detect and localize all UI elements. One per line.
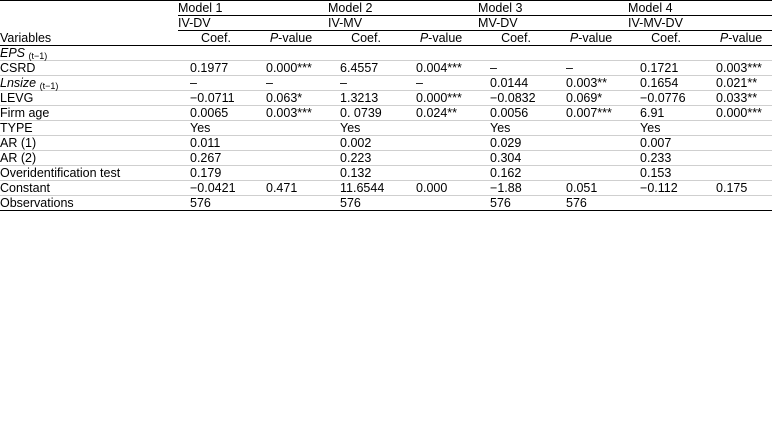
model-spec-row: [0, 16, 772, 31]
cell-m4-coef: 6.91: [628, 106, 704, 121]
cell-m1-coef: [178, 46, 254, 61]
m3-coef-header: Coef.: [478, 31, 554, 46]
cell-m4-coef: 0.007: [628, 136, 704, 151]
model-1-spec: IV-DV: [178, 16, 328, 31]
row-label-text: Constant: [0, 181, 51, 195]
cell-m4-pvalue: [704, 46, 772, 61]
row-label-text: Firm age: [0, 106, 50, 120]
cell-m4-pvalue: [704, 151, 772, 166]
m4-pvalue-header: [704, 31, 772, 46]
cell-m2-coef: 0.002: [328, 136, 404, 151]
row-label-subscript: (t−1): [28, 51, 48, 61]
cell-m4-pvalue: [704, 136, 772, 151]
cell-m3-pvalue: [554, 121, 628, 136]
cell-m4-coef: 0.153: [628, 166, 704, 181]
model-4-spec: IV-MV-DV: [628, 16, 772, 31]
row-label: [0, 166, 178, 181]
cell-m4-coef: [628, 196, 704, 211]
regression-results-table: [0, 0, 772, 210]
cell-m1-pvalue: 0.000***: [254, 61, 328, 76]
cell-m3-coef: 0.0056: [478, 106, 554, 121]
cell-m1-pvalue: 0.003***: [254, 106, 328, 121]
model-3-spec: MV-DV: [478, 16, 628, 31]
cell-m2-pvalue: [404, 196, 478, 211]
pvalue-italic-p: P: [569, 31, 579, 45]
cell-m3-coef: 0.162: [478, 166, 554, 181]
cell-m3-pvalue: 0.003**: [554, 76, 628, 91]
cell-m1-coef: 0.179: [178, 166, 254, 181]
cell-m3-coef: 0.304: [478, 151, 554, 166]
cell-m2-coef: Yes: [328, 121, 404, 136]
cell-m3-pvalue: [554, 46, 628, 61]
cell-m3-pvalue: 0.069*: [554, 91, 628, 106]
cell-m3-pvalue: 0.051: [554, 181, 628, 196]
row-label-text: LEVG: [0, 91, 34, 105]
cell-m4-pvalue: 0.033**: [704, 91, 772, 106]
cell-m1-pvalue: [254, 136, 328, 151]
table-row: [0, 121, 772, 136]
row-label: [0, 91, 178, 106]
cell-m2-coef: [328, 46, 404, 61]
model-2-spec: IV-MV: [328, 16, 478, 31]
cell-m4-pvalue: [704, 196, 772, 211]
table-row: [0, 136, 772, 151]
cell-m1-pvalue: –: [254, 76, 328, 91]
cell-m3-pvalue: 576: [566, 196, 587, 210]
cell-m3-coef: 576: [490, 196, 511, 210]
cell-m3-coef: –: [478, 61, 554, 76]
variables-column-header: Variables: [0, 31, 178, 46]
cell-m1-coef: −0.0711: [178, 91, 254, 106]
table-row: [0, 91, 772, 106]
cell-m1-pvalue: [254, 196, 328, 211]
row-label: [0, 106, 178, 121]
row-label-text: EPS: [0, 46, 26, 60]
row-label-text: CSRD: [0, 61, 36, 75]
cell-m3-coef: −0.0832: [478, 91, 554, 106]
empty-spec-cell: [0, 16, 178, 31]
cell-m1-coef: 0.0065: [178, 106, 254, 121]
row-label-text: Observations: [0, 196, 74, 210]
cell-m1-pvalue: [254, 121, 328, 136]
table-row: [0, 181, 772, 196]
row-label-text: Lnsize: [0, 76, 37, 90]
cell-m2-coef: 11.6544: [328, 181, 404, 196]
pvalue-suffix: -value: [728, 31, 763, 45]
cell-m3-coef: 0.0144: [478, 76, 554, 91]
cell-m3-pvalue: 0.007***: [554, 106, 628, 121]
table-row: [0, 166, 772, 181]
row-label: [0, 76, 178, 91]
cell-m2-coef: –: [328, 76, 404, 91]
cell-m2-pvalue: [404, 46, 478, 61]
row-label-text: TYPE: [0, 121, 33, 135]
cell-m2-coef: 0. 0739: [328, 106, 404, 121]
table-row: [0, 61, 772, 76]
cell-m3-pvalue: [554, 136, 628, 151]
cell-m4-coef: 0.1654: [628, 76, 704, 91]
cell-m2-pvalue: [404, 166, 478, 181]
cell-m3-coef: Yes: [478, 121, 554, 136]
pvalue-suffix: -value: [578, 31, 613, 45]
cell-m2-coef: 0.223: [328, 151, 404, 166]
cell-m3-pvalue: [554, 151, 628, 166]
table-bottom-rule: [0, 210, 772, 211]
cell-m2-coef: 0.132: [328, 166, 404, 181]
cell-m4-pvalue: [704, 166, 772, 181]
row-label: [0, 136, 178, 151]
model-4-header: Model 4: [628, 1, 772, 16]
pvalue-suffix: -value: [278, 31, 313, 45]
row-label: [0, 46, 178, 61]
cell-m2-pvalue: 0.004***: [404, 61, 478, 76]
cell-m1-coef: –: [178, 76, 254, 91]
m2-pvalue-header: [404, 31, 478, 46]
row-label: [0, 151, 178, 166]
row-label-text: Overidentification test: [0, 166, 121, 180]
table-row: [0, 46, 772, 61]
row-label: [0, 196, 178, 211]
m1-pvalue-header: [254, 31, 328, 46]
model-2-header: Model 2: [328, 1, 478, 16]
model-3-header: Model 3: [478, 1, 628, 16]
cell-m4-coef: 0.1721: [628, 61, 704, 76]
pvalue-italic-p: P: [719, 31, 729, 45]
cell-m1-pvalue: [254, 46, 328, 61]
column-header-row: [0, 31, 772, 46]
table-row: [0, 76, 772, 91]
cell-m3-pvalue: [554, 166, 628, 181]
cell-m4-pvalue: 0.175: [704, 181, 772, 196]
cell-m2-pvalue: 0.000***: [404, 91, 478, 106]
cell-m1-coef: −0.0421: [178, 181, 254, 196]
cell-m4-pvalue: 0.000***: [704, 106, 772, 121]
cell-m3-pvalue: –: [554, 61, 628, 76]
cell-m2-pvalue: [404, 136, 478, 151]
m4-coef-header: Coef.: [628, 31, 704, 46]
cell-m1-coef: Yes: [178, 121, 254, 136]
cell-m2-coef: 6.4557: [328, 61, 404, 76]
empty-corner-cell: [0, 1, 178, 16]
row-label-text: AR (2): [0, 151, 37, 165]
cell-m1-coef: 0.267: [178, 151, 254, 166]
cell-m4-coef: 0.233: [628, 151, 704, 166]
cell-m3-coef: 0.029: [478, 136, 554, 151]
row-label-text: AR (1): [0, 136, 37, 150]
model-group-header-row: [0, 1, 772, 16]
cell-m2-coef: 1.3213: [328, 91, 404, 106]
m1-coef-header: Coef.: [178, 31, 254, 46]
cell-m2-pvalue: [404, 121, 478, 136]
cell-m1-coef: 0.011: [178, 136, 254, 151]
cell-m2-pvalue: 0.000: [404, 181, 478, 196]
cell-m1-coef: 576: [190, 196, 211, 210]
pvalue-italic-p: P: [419, 31, 429, 45]
cell-m1-coef: 0.1977: [178, 61, 254, 76]
cell-m1-pvalue: [254, 166, 328, 181]
cell-m1-pvalue: 0.063*: [254, 91, 328, 106]
cell-m1-pvalue: 0.471: [254, 181, 328, 196]
row-label: [0, 181, 178, 196]
cell-m3-coef: −1.88: [478, 181, 554, 196]
cell-m1-pvalue: [254, 151, 328, 166]
m3-pvalue-header: [554, 31, 628, 46]
row-label-subscript: (t−1): [39, 81, 59, 91]
cell-m4-coef: −0.112: [628, 181, 704, 196]
table-row: [0, 151, 772, 166]
row-label: [0, 121, 178, 136]
cell-m4-coef: −0.0776: [628, 91, 704, 106]
model-1-header: Model 1: [178, 1, 328, 16]
cell-m4-pvalue: [704, 121, 772, 136]
m2-coef-header: Coef.: [328, 31, 404, 46]
table-body: [0, 46, 772, 211]
table-row: [0, 196, 772, 211]
row-label: [0, 61, 178, 76]
pvalue-italic-p: P: [269, 31, 279, 45]
cell-m2-pvalue: –: [404, 76, 478, 91]
cell-m2-coef: 576: [340, 196, 361, 210]
cell-m4-pvalue: 0.003***: [704, 61, 772, 76]
cell-m2-pvalue: [404, 151, 478, 166]
cell-m3-coef: [478, 46, 554, 61]
cell-m4-pvalue: 0.021**: [704, 76, 772, 91]
pvalue-suffix: -value: [428, 31, 463, 45]
cell-m4-coef: Yes: [628, 121, 704, 136]
table-row: [0, 106, 772, 121]
cell-m4-coef: [628, 46, 704, 61]
cell-m2-pvalue: 0.024**: [404, 106, 478, 121]
